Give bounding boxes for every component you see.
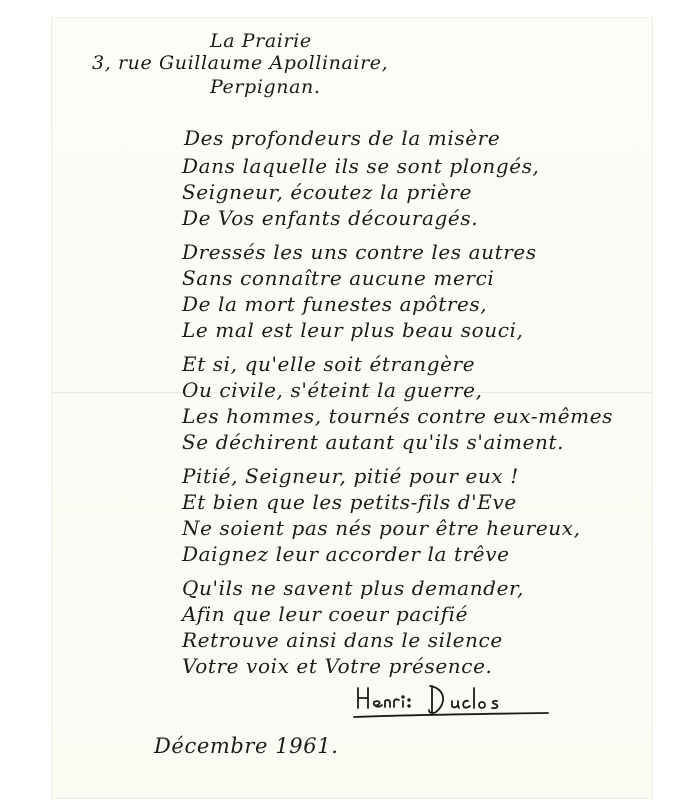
poem-line: Et si, qu'elle soit étrangère xyxy=(182,352,476,376)
poem-line: Et bien que les petits-fils d'Eve xyxy=(182,490,517,514)
poem-line: Se déchirent autant qu'ils s'aiment. xyxy=(182,430,565,454)
address-line-1: La Prairie xyxy=(210,30,312,52)
poem-line: Dressés les uns contre les autres xyxy=(182,240,537,264)
poem-line: Pitié, Seigneur, pitié pour eux ! xyxy=(182,464,519,488)
poem-line: Sans connaître aucune merci xyxy=(182,266,495,290)
address-line-3: Perpignan. xyxy=(210,76,321,98)
poem-line: De la mort funestes apôtres, xyxy=(182,292,488,316)
poem-line: Des profondeurs de la misère xyxy=(184,126,501,150)
poem-line: Le mal est leur plus beau souci, xyxy=(182,318,524,342)
poem-line: Afin que leur coeur pacifié xyxy=(182,602,469,626)
poem-line: Dans laquelle ils se sont plongés, xyxy=(182,154,540,178)
poem-line: Les hommes, tournés contre eux-mêmes xyxy=(182,404,614,428)
address-line-2: 3, rue Guillaume Apollinaire, xyxy=(92,52,389,74)
signature-drawing xyxy=(352,680,552,720)
poem-line: Daignez leur accorder la trêve xyxy=(182,542,510,566)
poem-line: Qu'ils ne savent plus demander, xyxy=(182,576,524,600)
poem-line: Ne soient pas nés pour être heureux, xyxy=(182,516,581,540)
poem-line: Retrouve ainsi dans le silence xyxy=(182,628,503,652)
poem-line: Ou civile, s'éteint la guerre, xyxy=(182,378,483,402)
poem-line: Seigneur, écoutez la prière xyxy=(182,180,473,204)
letter-date: Décembre 1961. xyxy=(154,734,339,758)
poem-line: De Vos enfants découragés. xyxy=(182,206,479,230)
poem-line: Votre voix et Votre présence. xyxy=(182,654,493,678)
signature xyxy=(352,680,552,720)
